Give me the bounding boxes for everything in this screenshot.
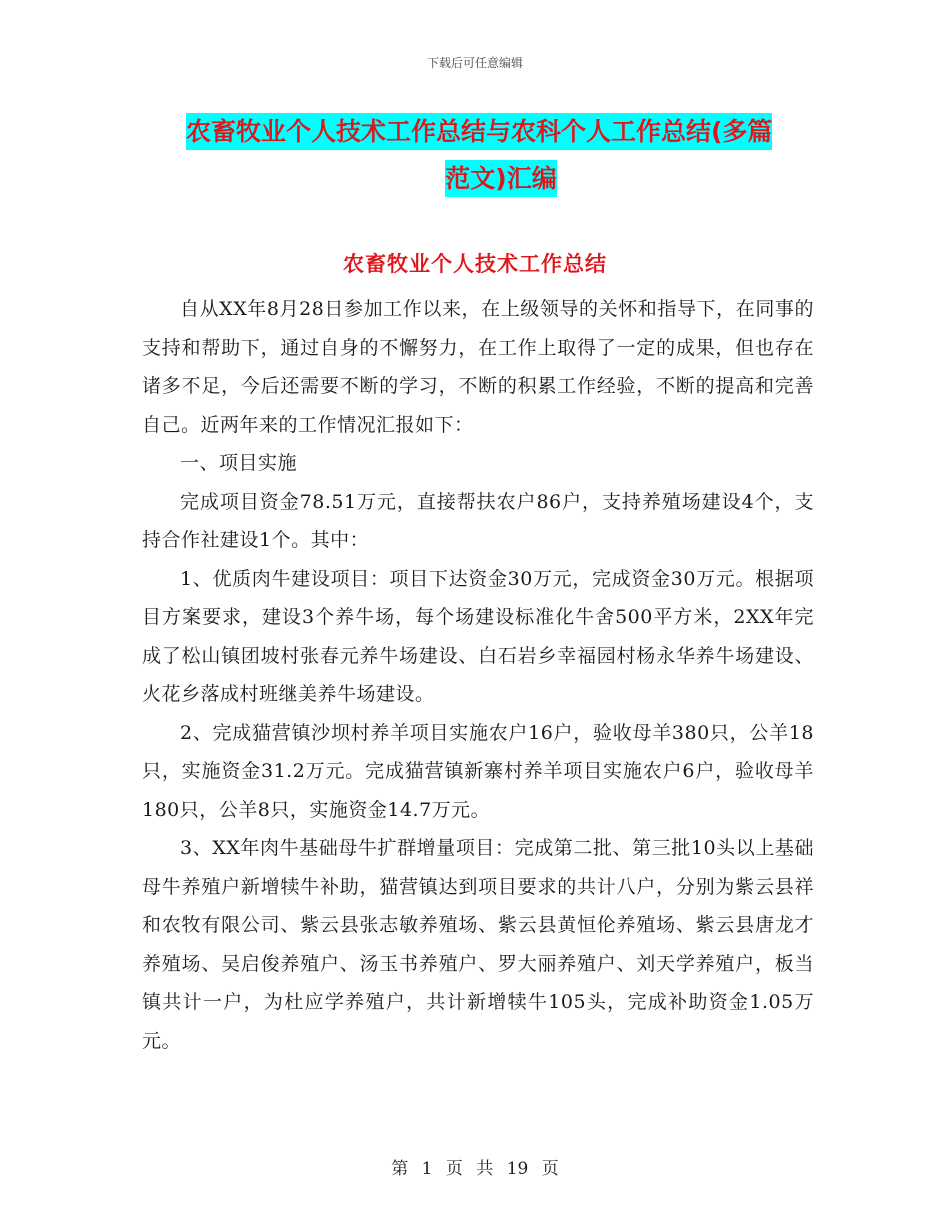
paragraph-summary: 完成项目资金78.51万元，直接帮扶农户86户，支持养殖场建设4个，支持合作社建设1个。其中：	[142, 490, 814, 551]
document-body	[142, 290, 814, 1060]
header-note: 下载后可任意编辑	[426, 56, 523, 70]
paragraph-intro: 自从XX年8月28日参加工作以来，在上级领导的关怀和指导下，在同事的支持和帮助下，通过自身的不懈努力，在工作上取得了一定的成果，但也存在诸多不足，今后还需要不断的学习，不断的积累工作经验，不断的提高和完善自己。近两年来的工作情况汇报如下：	[142, 298, 814, 436]
document-title	[186, 108, 816, 202]
title-line-2: 范文)汇编	[186, 155, 816, 202]
page-footer: 第 1 页 共 19 页	[391, 1159, 559, 1179]
section-title: 农畜牧业个人技术工作总结	[343, 252, 607, 276]
heading-project-implementation: 一、项目实施	[180, 452, 298, 474]
title-line-1: 农畜牧业个人技术工作总结与农科个人工作总结(多篇	[186, 108, 816, 155]
paragraph-item-1: 1、优质肉牛建设项目：项目下达资金30万元，完成资金30万元。根据项目方案要求，建设3个养牛场，每个场建设标准化牛舍500平方米，2XX年完成了松山镇团坡村张春元养牛场建设、白石岩乡幸福园村杨永华养牛场建设、火花乡落成村班继美养牛场建设。	[142, 567, 814, 705]
paragraph-item-3: 3、XX年肉牛基础母牛扩群增量项目：完成第二批、第三批10头以上基础母牛养殖户新增犊牛补助，猫营镇达到项目要求的共计八户，分别为紫云县祥和农牧有限公司、紫云县张志敏养殖场、紫云县黄恒伦养殖场、紫云县唐龙才养殖场、吴启俊养殖户、汤玉书养殖户、罗大丽养殖户、刘天学养殖户，板当镇共计一户，为杜应学养殖户，共计新增犊牛105头，完成补助资金1.05万元。	[142, 837, 814, 1052]
paragraph-item-2: 2、完成猫营镇沙坝村养羊项目实施农户16户，验收母羊380只，公羊18只，实施资金31.2万元。完成猫营镇新寨村养羊项目实施农户6户，验收母羊180只，公羊8只，实施资金14.7万元。	[142, 721, 814, 821]
